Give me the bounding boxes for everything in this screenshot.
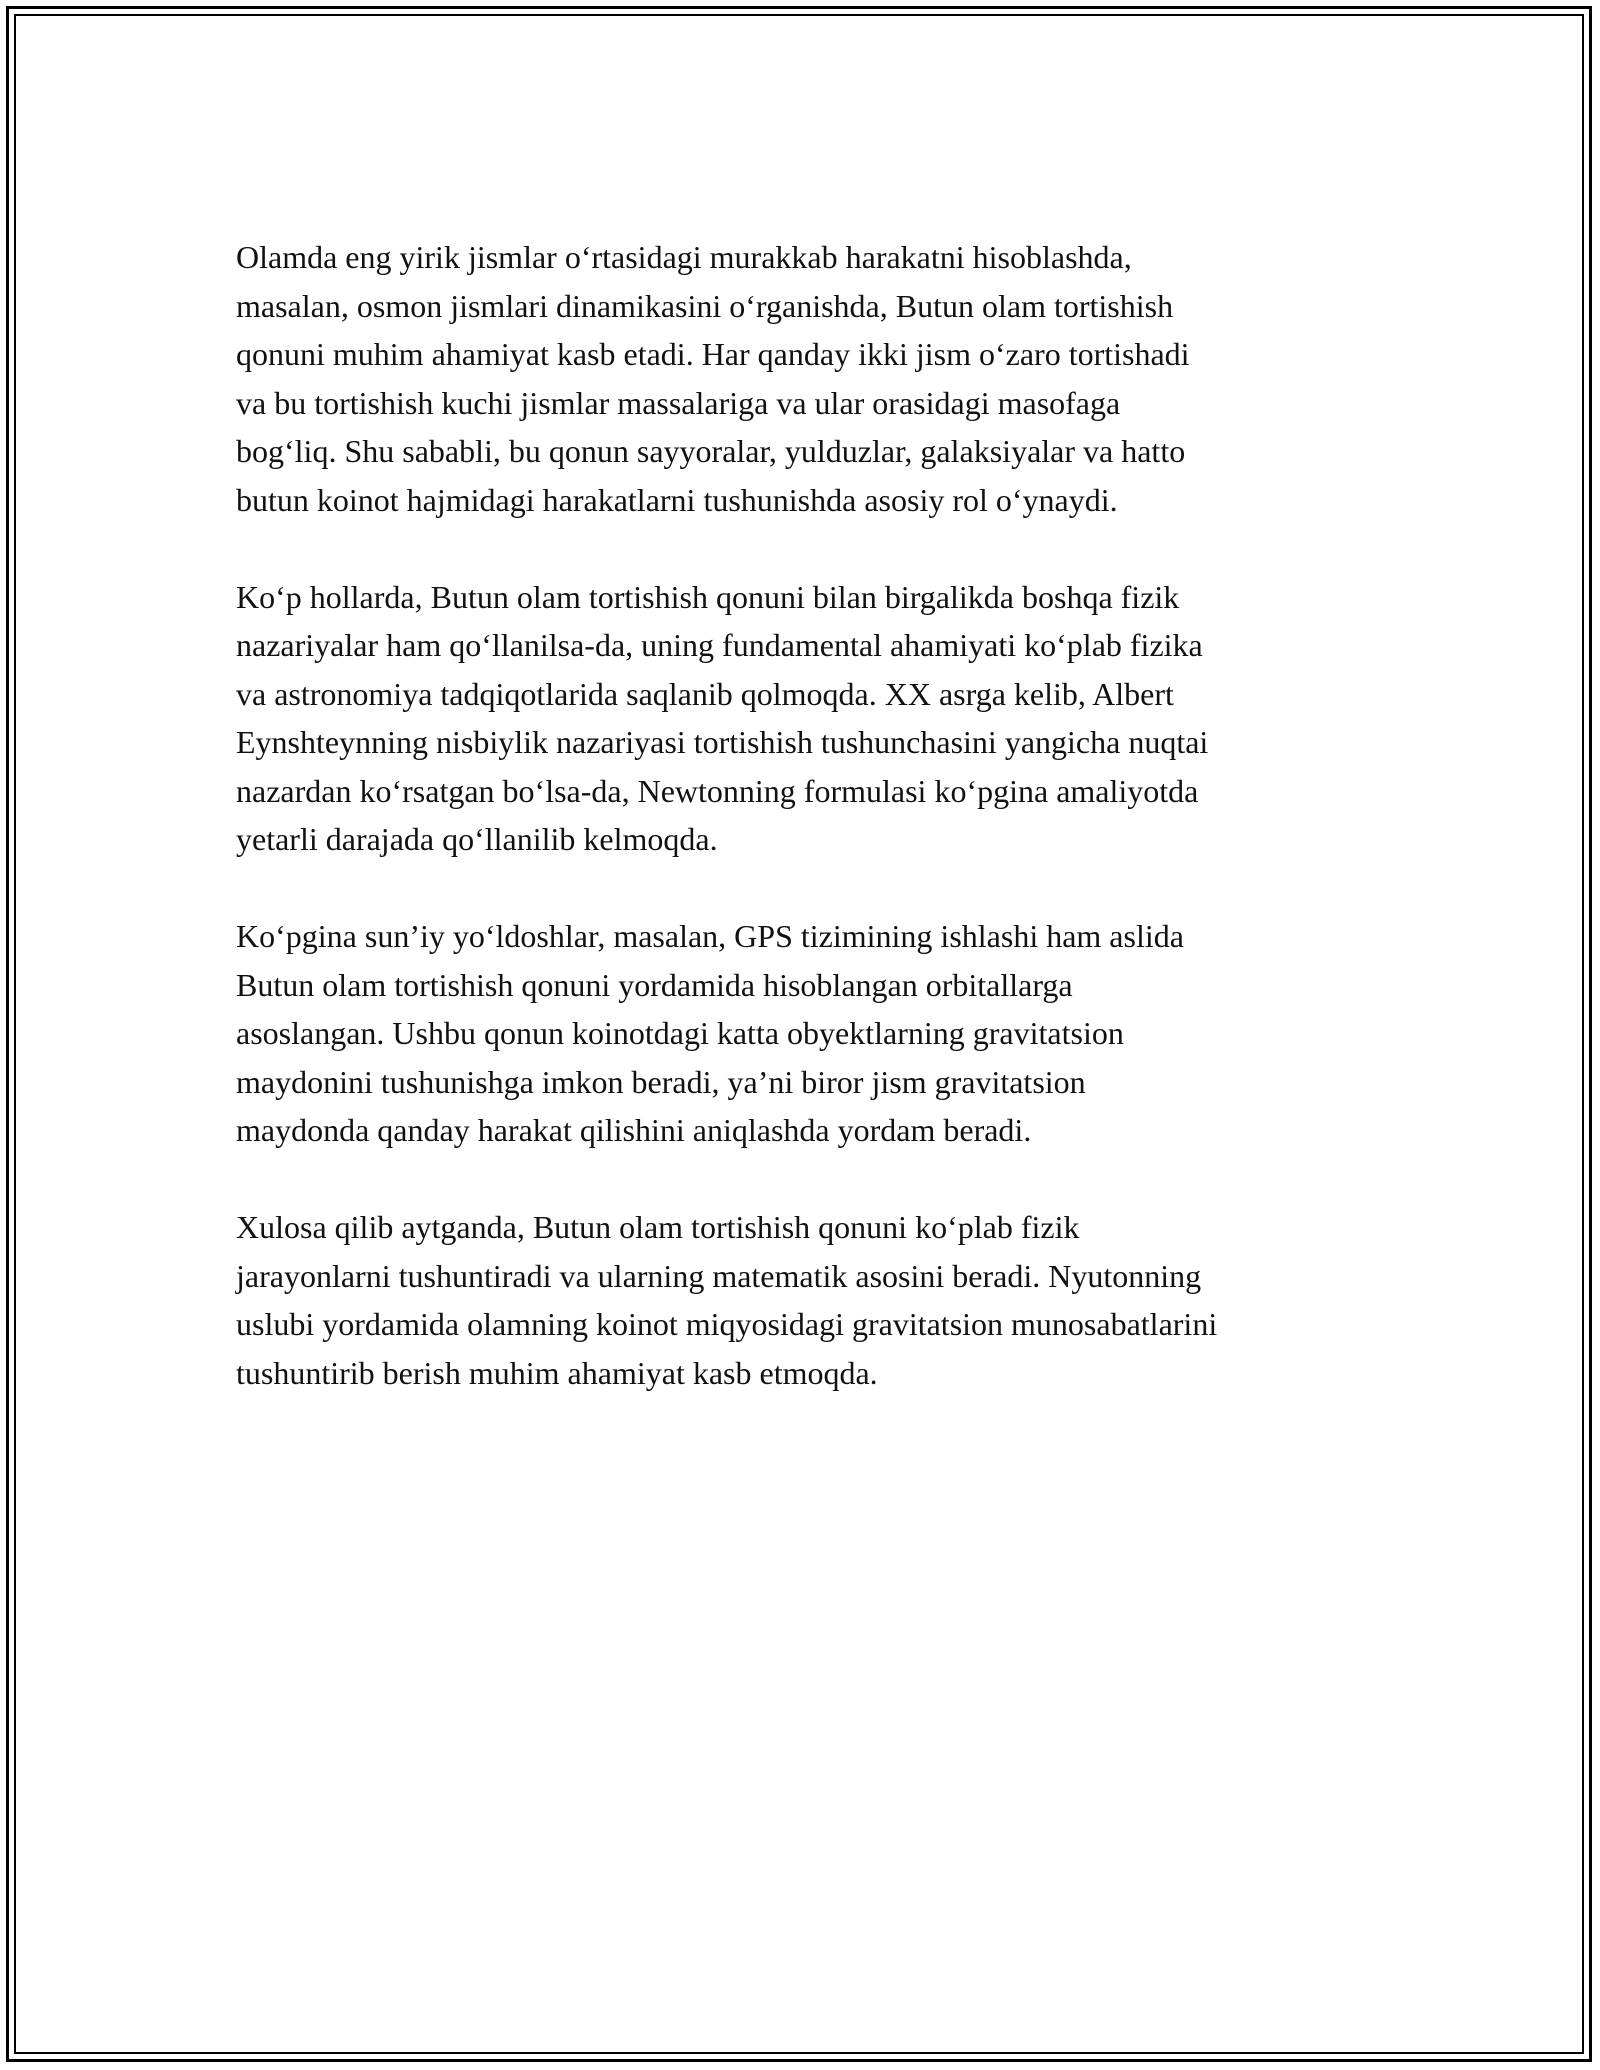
text-line: Butun olam tortishish qonuni yordamida hisoblangan orbitallarga <box>236 966 1073 1003</box>
text-line: Ko‘pgina sun’iy yo‘ldoshlar, masalan, GPS tizimining ishlashi ham aslida <box>236 918 1184 954</box>
paragraph-2 <box>236 573 1366 864</box>
text-line: butun koinot hajmidagi harakatlarni tushunishda asosiy rol o‘ynaydi. <box>236 481 1118 518</box>
text-line: Eynshteynning nisbiylik nazariyasi tortishish tushunchasini yangicha nuqtai <box>236 724 1209 760</box>
text-line: asoslangan. Ushbu qonun koinotdagi katta obyektlarning gravitatsion <box>236 1015 1124 1051</box>
text-line: jarayonlarni tushuntiradi va ularning matematik asosini beradi. Nyutonning <box>236 1257 1202 1294</box>
paragraph-1 <box>236 233 1366 524</box>
text-line: uslubi yordamida olamning koinot miqyosidagi gravitatsion munosabatlarini <box>236 1306 1218 1342</box>
text-line: Olamda eng yirik jismlar o‘rtasidagi murakkab harakatni hisoblashda, <box>236 239 1132 275</box>
text-line: va bu tortishish kuchi jismlar massalariga va ular orasidagi masofaga <box>236 384 1121 421</box>
paragraph-4 <box>236 1203 1366 1397</box>
text-line: qonuni muhim ahamiyat kasb etadi. Har qanday ikki jism o‘zaro tortishadi <box>236 336 1190 372</box>
text-line: maydonda qanday harakat qilishini aniqlashda yordam beradi. <box>236 1112 1032 1148</box>
paragraph-3 <box>236 912 1366 1155</box>
text-line: nazardan ko‘rsatgan bo‘lsa-da, Newtonning formulasi ko‘pgina amaliyotda <box>236 772 1199 809</box>
text-line: masalan, osmon jismlari dinamikasini o‘rganishda, Butun olam tortishish <box>236 287 1174 324</box>
document-body <box>236 233 1366 1397</box>
text-line: Ko‘p hollarda, Butun olam tortishish qonuni bilan birgalikda boshqa fizik <box>236 578 1180 615</box>
text-line: yetarli darajada qo‘llanilib kelmoqda. <box>236 821 718 857</box>
text-line: Xulosa qilib aytganda, Butun olam tortishish qonuni ko‘plab fizik <box>236 1209 1080 1245</box>
text-line: bog‘liq. Shu sababli, bu qonun sayyoralar, yulduzlar, galaksiyalar va hatto <box>236 433 1186 469</box>
text-line: maydonini tushunishga imkon beradi, ya’ni biror jism gravitatsion <box>236 1063 1086 1100</box>
text-line: nazariyalar ham qo‘llanilsa-da, uning fundamental ahamiyati ko‘plab fizika <box>236 627 1203 663</box>
text-line: tushuntirib berish muhim ahamiyat kasb etmoqda. <box>236 1354 878 1391</box>
text-line: va astronomiya tadqiqotlarida saqlanib qolmoqda. XX asrga kelib, Albert <box>236 675 1174 712</box>
